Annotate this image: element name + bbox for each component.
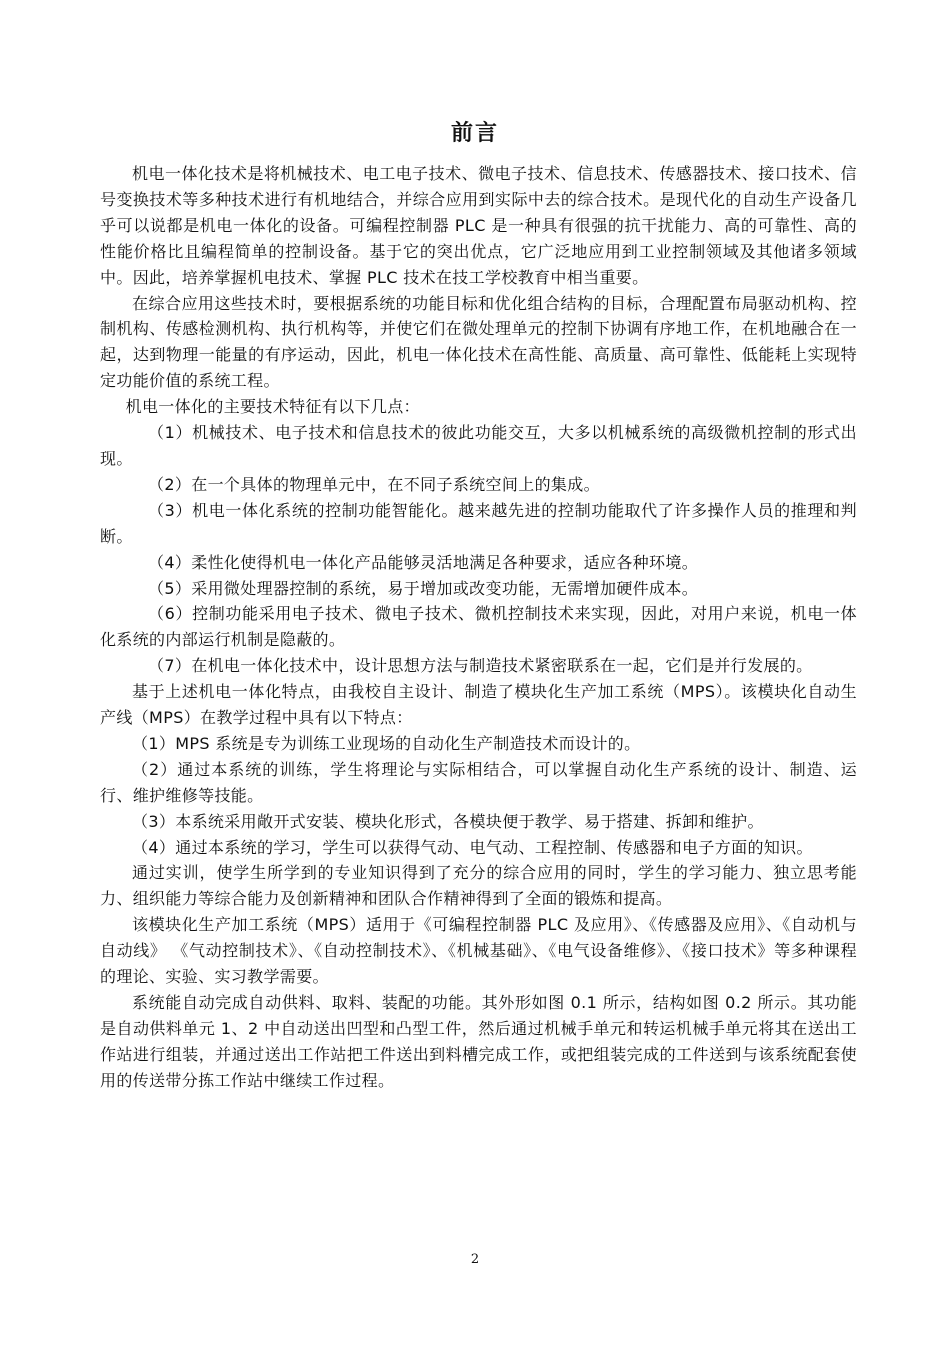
feature-item: （3）机电一体化系统的控制功能智能化。越来越先进的控制功能取代了许多操作人员的推理和判断。 [100, 500, 857, 546]
feature-item: （2）在一个具体的物理单元中，在不同子系统空间上的集成。 [148, 474, 600, 494]
page-number: 2 [470, 1252, 480, 1267]
page-title: 前言 [450, 120, 499, 146]
mps-feature-item: （2）通过本系统的训练，学生将理论与实际相结合，可以掌握自动化生产系统的设计、制造、运行、维护维修等技能。 [100, 759, 857, 805]
paragraph: 在综合应用这些技术时，要根据系统的功能目标和优化组合结构的目标，合理配置布局驱动机构、控制机构、传感检测机构、执行机构等，并使它们在微处理单元的控制下协调有序地工作，在机地融合在一起，达到物理一能量的有序运动，因此，机电一体化技术在高性能、高质量、高可靠性、低能耗上实现特定功能价值的系统工程。 [100, 293, 857, 391]
paragraph: 基于上述机电一体化特点，由我校自主设计、制造了模块化生产加工系统（MPS）。该模块化自动生产线（MPS）在教学过程中具有以下特点： [100, 682, 857, 728]
feature-item: （7）在机电一体化技术中，设计思想方法与制造技术紧密联系在一起，它们是并行发展的。 [148, 656, 813, 676]
mps-feature-item: （3）本系统采用敞开式安装、模块化形式，各模块便于教学、易于搭建、拆卸和维护。 [132, 811, 764, 831]
paragraph: 机电一体化的主要技术特征有以下几点： [125, 397, 420, 417]
paragraph: 系统能自动完成自动供料、取料、装配的功能。其外形如图 0.1 所示，结构如图 0.2 所示。其功能是自动供料单元 1、2 中自动送出凹型和凸型工件，然后通过机械手单元和转运机械手单元将其在送出工作站进行组装，并通过送出工作站把工件送出到料槽完成工作，或把组装完成的工件送到与该系统配套使用的传送带分拣工作站中继续工作过程。 [100, 993, 857, 1090]
paragraph: 机电一体化技术是将机械技术、电工电子技术、微电子技术、信息技术、传感器技术、接口技术、信号变换技术等多种技术进行有机地结合，并综合应用到实际中去的综合技术。是现代化的自动生产设备几乎可以说都是机电一体化的设备。可编程控制器 PLC 是一种具有很强的抗干扰能力、高的可靠性、高的性能价格比且编程简单的控制设备。基于它的突出优点，它广泛地应用到工业控制领域及其他诸多领域中。因此，培养掌握机电技术、掌握 PLC 技术在技工学校教育中相当重要。 [100, 164, 857, 287]
feature-item: （5）采用微处理器控制的系统，易于增加或改变功能，无需增加硬件成本。 [148, 578, 699, 598]
feature-item: （6）控制功能采用电子技术、微电子技术、微机控制技术来实现，因此，对用户来说，机电一体化系统的内部运行机制是隐蔽的。 [100, 604, 857, 650]
paragraph: 通过实训，使学生所学到的专业知识得到了充分的综合应用的同时，学生的学习能力、独立思考能力、组织能力等综合能力及创新精神和团队合作精神得到了全面的锻炼和提高。 [100, 863, 857, 909]
mps-feature-item: （4）通过本系统的学习，学生可以获得气动、电气动、工程控制、传感器和电子方面的知识。 [132, 837, 813, 857]
feature-item: （4）柔性化使得机电一体化产品能够灵活地满足各种要求，适应各种环境。 [148, 552, 699, 572]
mps-feature-item: （1）MPS 系统是专为训练工业现场的自动化生产制造技术而设计的。 [132, 733, 641, 753]
feature-item: （1）机械技术、电子技术和信息技术的彼此功能交互，大多以机械系统的高级微机控制的形式出现。 [100, 423, 857, 468]
preface-body [100, 161, 857, 1094]
paragraph: 该模块化生产加工系统（MPS）适用于《可编程控制器 PLC 及应用》、《传感器及应用》、《自动机与自动线》 《气动控制技术》、《自动控制技术》、《机械基础》、《电气设备维修》、《接口技术》等多种课程的理论、实验、实习教学需要。 [100, 915, 857, 987]
